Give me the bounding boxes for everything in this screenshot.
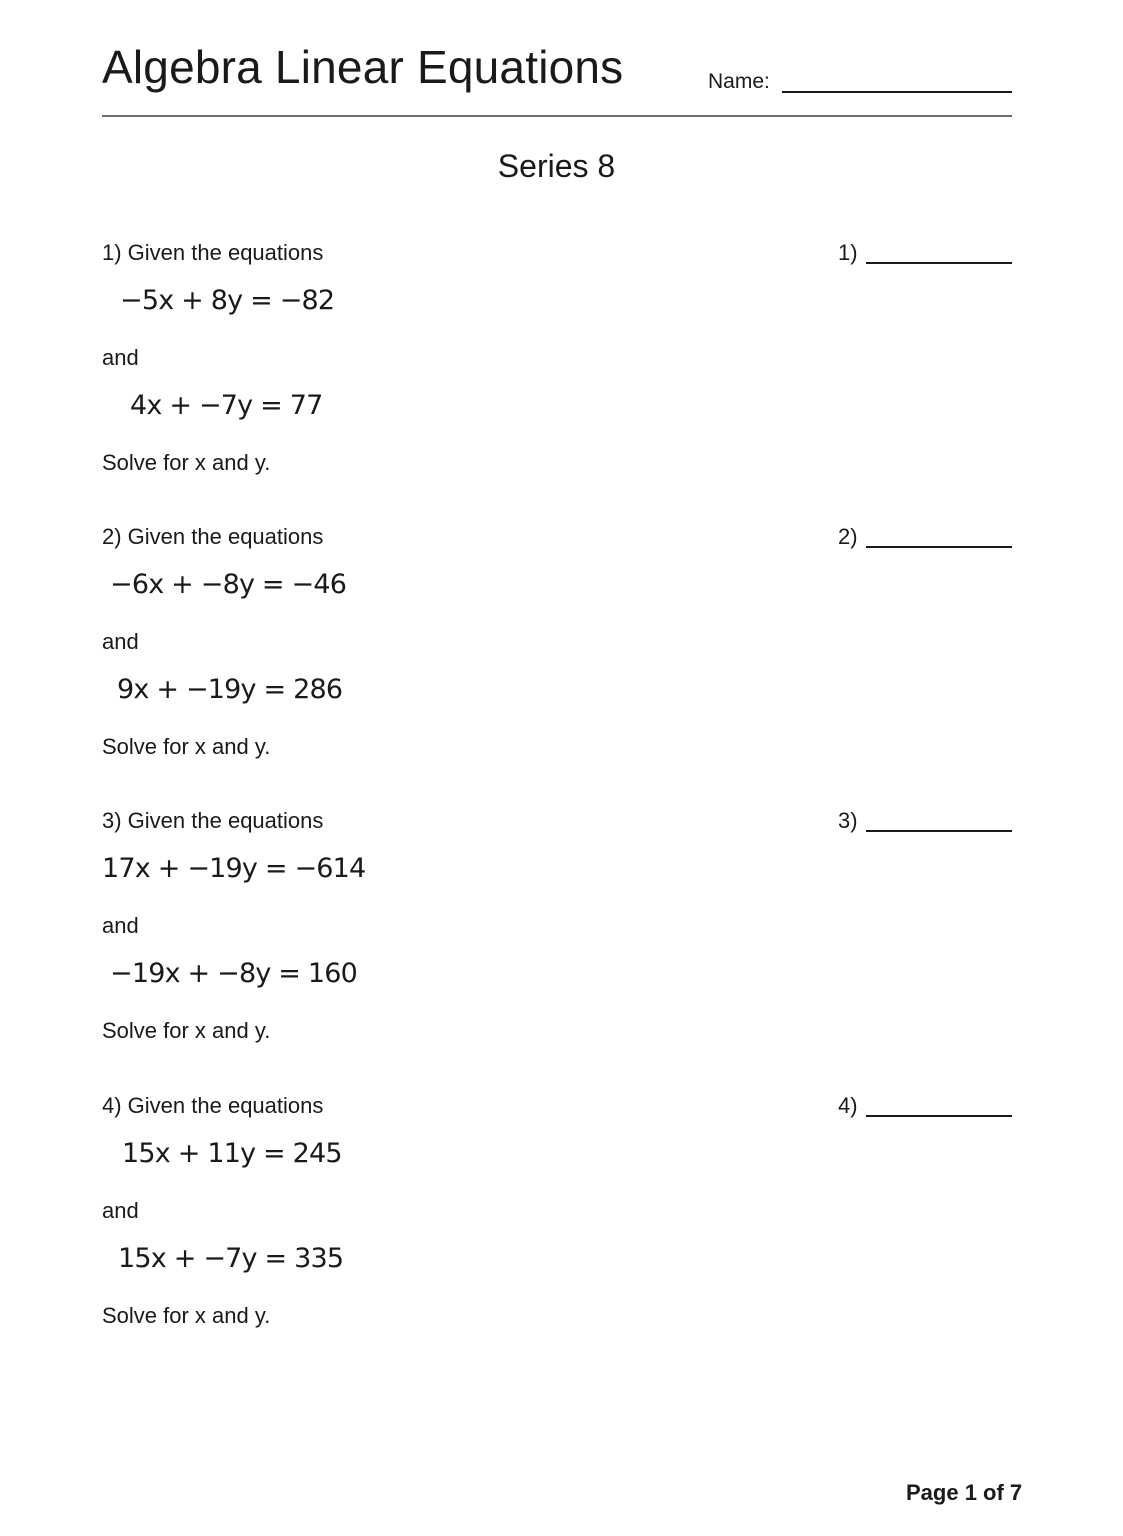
and-label: and (102, 913, 139, 938)
problem-prompt: 3) Given the equations (102, 808, 324, 833)
answer-number: 2) (838, 524, 858, 549)
problem-prompt: 4) Given the equations (102, 1093, 324, 1118)
answer-blank-line (866, 830, 1012, 832)
answer-blank-line (866, 262, 1012, 264)
equation-1: −6x + −8y = −46 (110, 569, 347, 600)
solve-instruction: Solve for x and y. (102, 1018, 271, 1043)
worksheet-title: Algebra Linear Equations (102, 41, 624, 93)
answer-field (838, 524, 1012, 552)
series-subtitle: Series 8 (497, 148, 616, 184)
solve-instruction: Solve for x and y. (102, 734, 271, 759)
and-label: and (102, 345, 139, 370)
solve-instruction: Solve for x and y. (102, 450, 271, 475)
equation-1: −5x + 8y = −82 (120, 285, 335, 316)
equation-2: −19x + −8y = 160 (110, 958, 358, 989)
equation-1: 17x + −19y = −614 (102, 853, 366, 884)
name-label: Name: (708, 70, 770, 93)
answer-number: 4) (838, 1093, 858, 1118)
equation-2: 4x + −7y = 77 (130, 390, 323, 421)
answer-blank-line (866, 1115, 1012, 1117)
and-label: and (102, 1198, 139, 1223)
problem-prompt: 2) Given the equations (102, 524, 324, 549)
problem-1 (102, 240, 1012, 500)
answer-number: 1) (838, 240, 858, 265)
problem-4 (102, 1093, 1012, 1353)
answer-field (838, 1093, 1012, 1121)
solve-instruction: Solve for x and y. (102, 1303, 271, 1328)
answer-field (838, 808, 1012, 836)
problem-prompt: 1) Given the equations (102, 240, 324, 265)
problem-3 (102, 808, 1012, 1068)
answer-blank-line (866, 546, 1012, 548)
equation-2: 15x + −7y = 335 (118, 1243, 344, 1274)
name-blank-line (782, 91, 1012, 93)
name-field (708, 70, 1012, 96)
answer-field (838, 240, 1012, 268)
equation-1: 15x + 11y = 245 (122, 1138, 342, 1169)
header-divider (102, 115, 1012, 117)
answer-number: 3) (838, 808, 858, 833)
problem-2 (102, 524, 1012, 784)
page-number: Page 1 of 7 (906, 1480, 1023, 1505)
and-label: and (102, 629, 139, 654)
equation-2: 9x + −19y = 286 (117, 674, 343, 705)
